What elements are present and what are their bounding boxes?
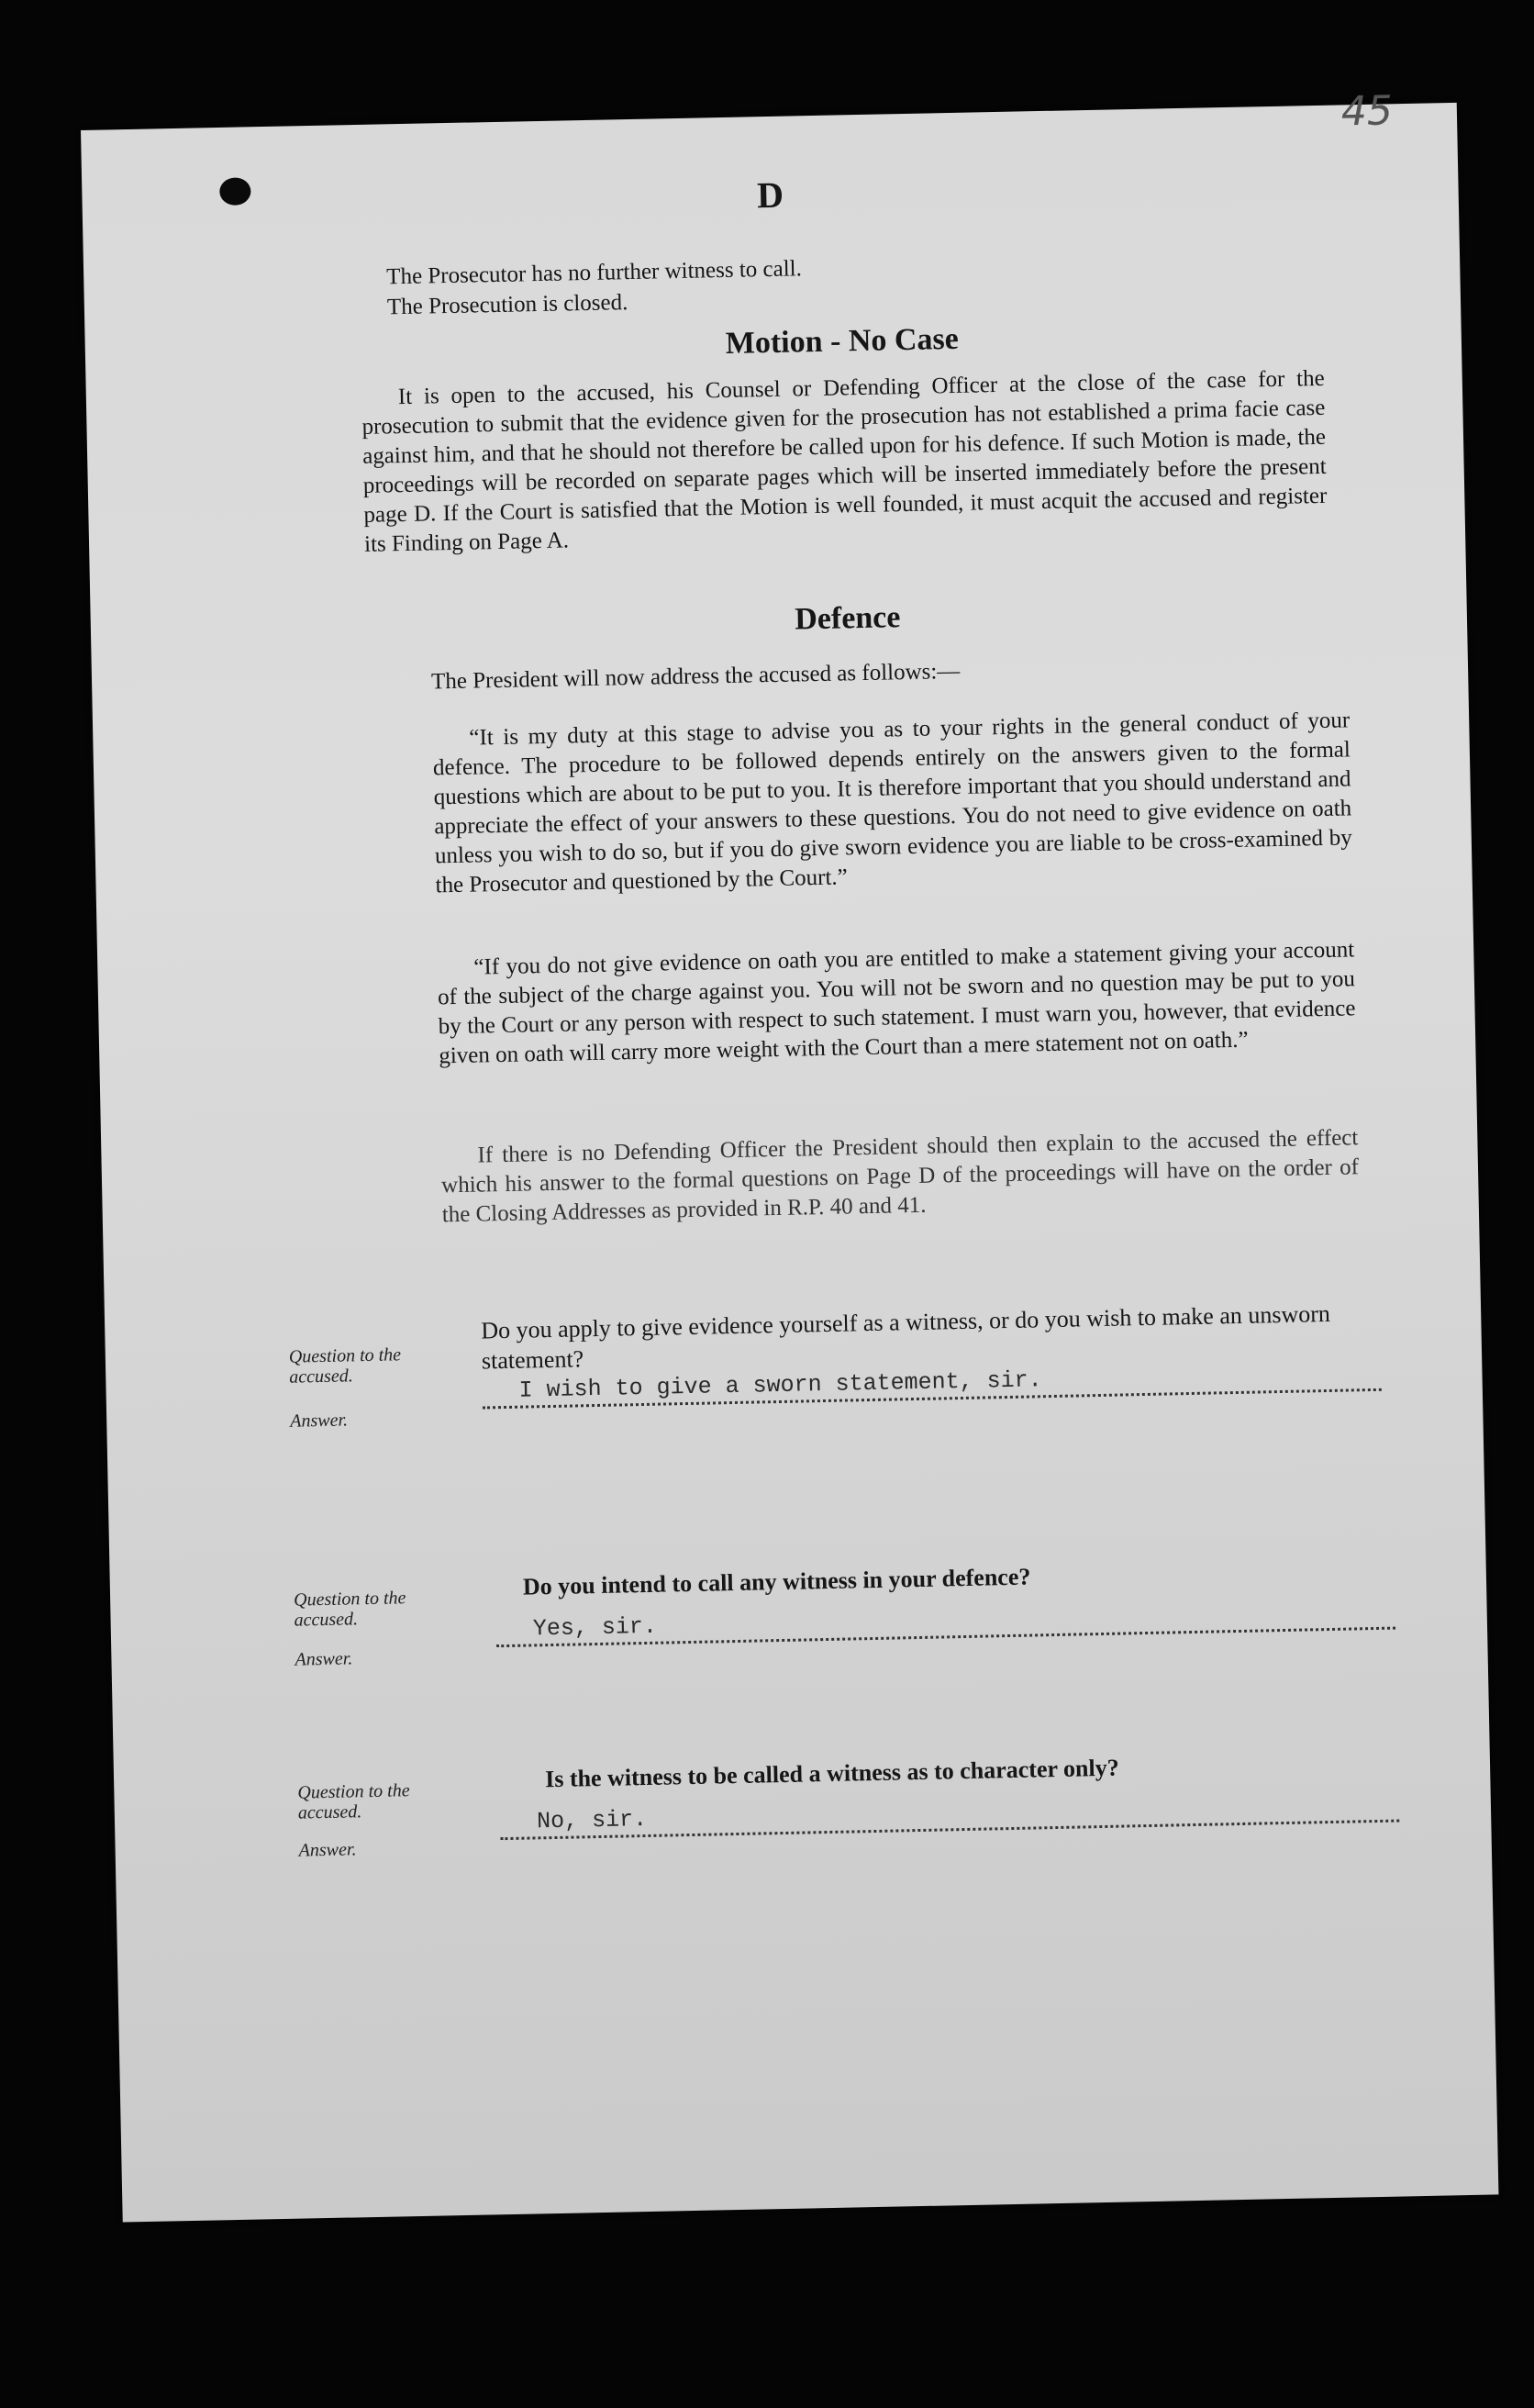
handwritten-page-number: 45 (1340, 87, 1394, 136)
defending-officer-note: If there is no Defending Officer the President should then explain to the accused the effect which his answer to the formal questions on Page D of the proceedings will have on the order of the Closing Addresses as provided in R.P. 40 and 41. (440, 1125, 1360, 1228)
answer-label: Answer. (298, 1839, 357, 1861)
motion-paragraph: It is open to the accused, his Counsel or Defending Officer at the close of the case for the prosecution to submit that the evidence given for the prosecution has not established a prima facie case against him, and that he should not therefore be called upon for his defence. If such Motion is made, the proceedings will be recorded on separate pages which will be inserted immediately before the present page D. If the Court is satisfied that the Motion is well founded, it must acquit the accused and register its Finding on Page A. (361, 365, 1328, 557)
document-page (81, 87, 1498, 2223)
defence-quote-statement: “If you do not give evidence on oath you are entitled to make a statement giving your account of the subject of the charge against you. You will not be sworn and no question may be put to you by the Court or any person with respect to such statement. I must warn you, however, that evidence given on oath will carry more weight with the Court than a mere statement not on oath.” (437, 937, 1356, 1069)
question-text: Is the witness to be called a witness as to character only? (544, 1754, 1119, 1793)
answer-field: I wish to give a sworn statement, sir. (482, 1360, 1381, 1410)
prosecution-line-2: The Prosecution is closed. (386, 290, 628, 320)
question-text: Do you apply to give evidence yourself as a witness, or do you wish to make an unsworn statement? (481, 1299, 1331, 1375)
answer-label: Answer. (290, 1410, 349, 1432)
motion-heading: Motion - No Case (725, 321, 960, 361)
answer-field: Yes, sir. (496, 1599, 1395, 1648)
defence-heading: Defence (794, 600, 901, 637)
prosecution-line-1: The Prosecutor has no further witness to call. (386, 256, 803, 290)
question-label: Question to the accused. (293, 1588, 406, 1631)
answer-field: No, sir. (500, 1791, 1399, 1841)
answer-label: Answer. (295, 1648, 353, 1670)
question-label: Question to the accused. (297, 1780, 410, 1823)
defence-quote-rights: “It is my duty at this stage to advise you as to your rights in the general conduct of your defence. The procedure to be followed depends entirely on the answers given to the formal questions which are about to be put to you. It is therefore important that you should understand and appreciate the effect of your answers to these questions. You do not need to give evidence on oath unless you wish to do so, but if you do give sworn evidence you are liable to be cross-examined by the Prosecutor and questioned by the Court.” (432, 708, 1353, 898)
page-letter: D (756, 173, 784, 217)
prosecution-closing (386, 243, 1323, 322)
question-text: Do you intend to call any witness in your defence? (522, 1563, 1031, 1600)
defence-intro: The President will now address the accused as follows:— (430, 658, 961, 695)
question-label: Question to the accused. (288, 1344, 402, 1388)
